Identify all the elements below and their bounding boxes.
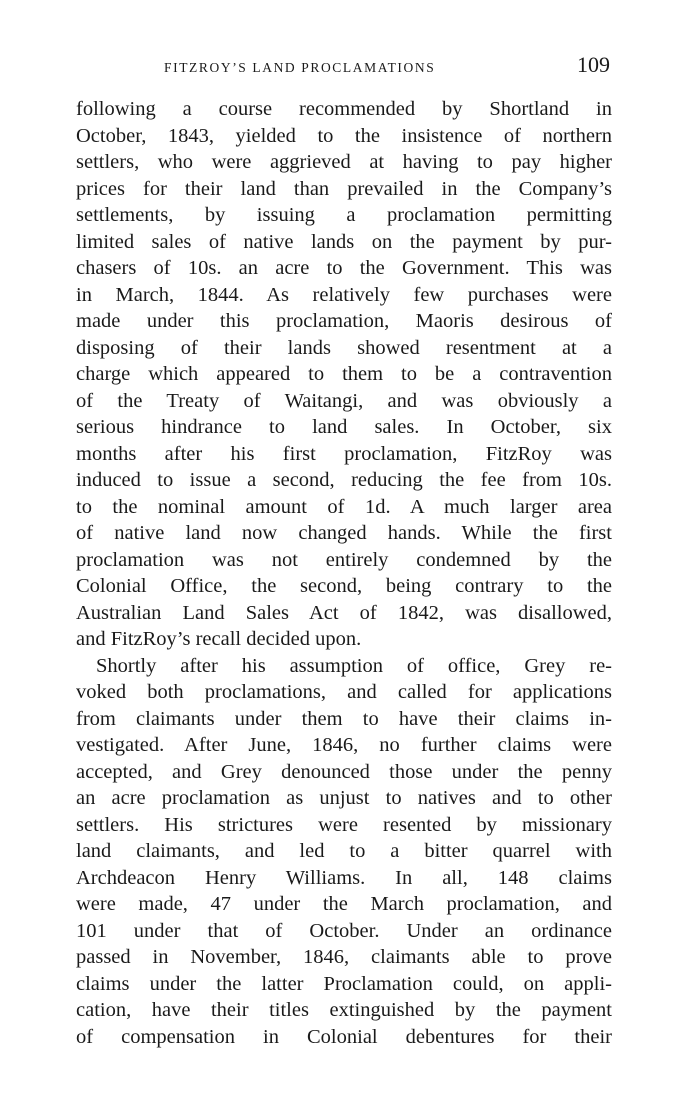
text-line: of the Treaty of Waitangi, and was obviously a xyxy=(76,389,612,412)
text-line: prices for their land than prevailed in the Company’s xyxy=(76,177,612,200)
text-line: claims under the latter Proclamation could, on appli- xyxy=(76,972,612,995)
text-line: of compensation in Colonial debentures for their xyxy=(76,1025,612,1048)
paragraph-2 xyxy=(76,653,612,1051)
text-line: serious hindrance to land sales. In October, six xyxy=(76,416,612,438)
text-line: settlements, by issuing a proclamation permitting xyxy=(76,204,612,226)
body-text xyxy=(76,96,612,1050)
text-line: disposing of their lands showed resentment at a xyxy=(76,336,612,359)
text-line: in March, 1844. As relatively few purchases were xyxy=(76,283,612,306)
page-number: 109 xyxy=(577,52,610,77)
text-line: of native land now changed hands. While the first xyxy=(76,522,612,544)
text-line: land claimants, and led to a bitter quarrel with xyxy=(76,840,612,862)
text-line: passed in November, 1846, claimants able to prove xyxy=(76,946,612,968)
text-line: Australian Land Sales Act of 1842, was disallowed, xyxy=(76,601,612,624)
text-line: Colonial Office, the second, being contrary to the xyxy=(76,575,612,597)
paragraph-1 xyxy=(76,96,612,653)
text-line: vestigated. After June, 1846, no further claims were xyxy=(76,734,612,756)
text-line: proclamation was not entirely condemned by the xyxy=(76,548,612,571)
text-line: and FitzRoy’s recall decided upon. xyxy=(76,628,362,650)
text-line: voked both proclamations, and called for applications xyxy=(76,681,612,703)
text-line: to the nominal amount of 1d. A much larger area xyxy=(76,495,612,518)
text-line: limited sales of native lands on the payment by pur- xyxy=(76,230,612,253)
text-line: were made, 47 under the March proclamation, and xyxy=(76,893,612,915)
text-line: cation, have their titles extinguished by the payment xyxy=(76,999,612,1021)
text-line: charge which appeared to them to be a contravention xyxy=(76,363,612,385)
text-line: chasers of 10s. an acre to the Government. This was xyxy=(76,257,612,279)
text-line: an acre proclamation as unjust to natives and to other xyxy=(76,787,612,809)
text-line: settlers, who were aggrieved at having to pay higher xyxy=(76,151,612,173)
text-line: made under this proclamation, Maoris desirous of xyxy=(76,310,612,332)
text-line: Shortly after his assumption of office, Grey re- xyxy=(96,654,612,677)
text-line: settlers. His strictures were resented by missionary xyxy=(76,813,612,836)
running-title: FITZROY’S LAND PROCLAMATIONS xyxy=(164,60,436,75)
text-line: induced to issue a second, reducing the fee from 10s. xyxy=(76,469,612,491)
text-line: following a course recommended by Shortland in xyxy=(76,98,612,120)
running-header xyxy=(76,52,610,80)
text-line: October, 1843, yielded to the insistence of northern xyxy=(76,124,612,147)
text-line: 101 under that of October. Under an ordinance xyxy=(76,919,612,942)
text-line: Archdeacon Henry Williams. In all, 148 claims xyxy=(76,866,612,889)
text-line: from claimants under them to have their claims in- xyxy=(76,707,612,730)
text-line: months after his first proclamation, FitzRoy was xyxy=(76,442,612,465)
text-line: accepted, and Grey denounced those under the penny xyxy=(76,760,612,783)
